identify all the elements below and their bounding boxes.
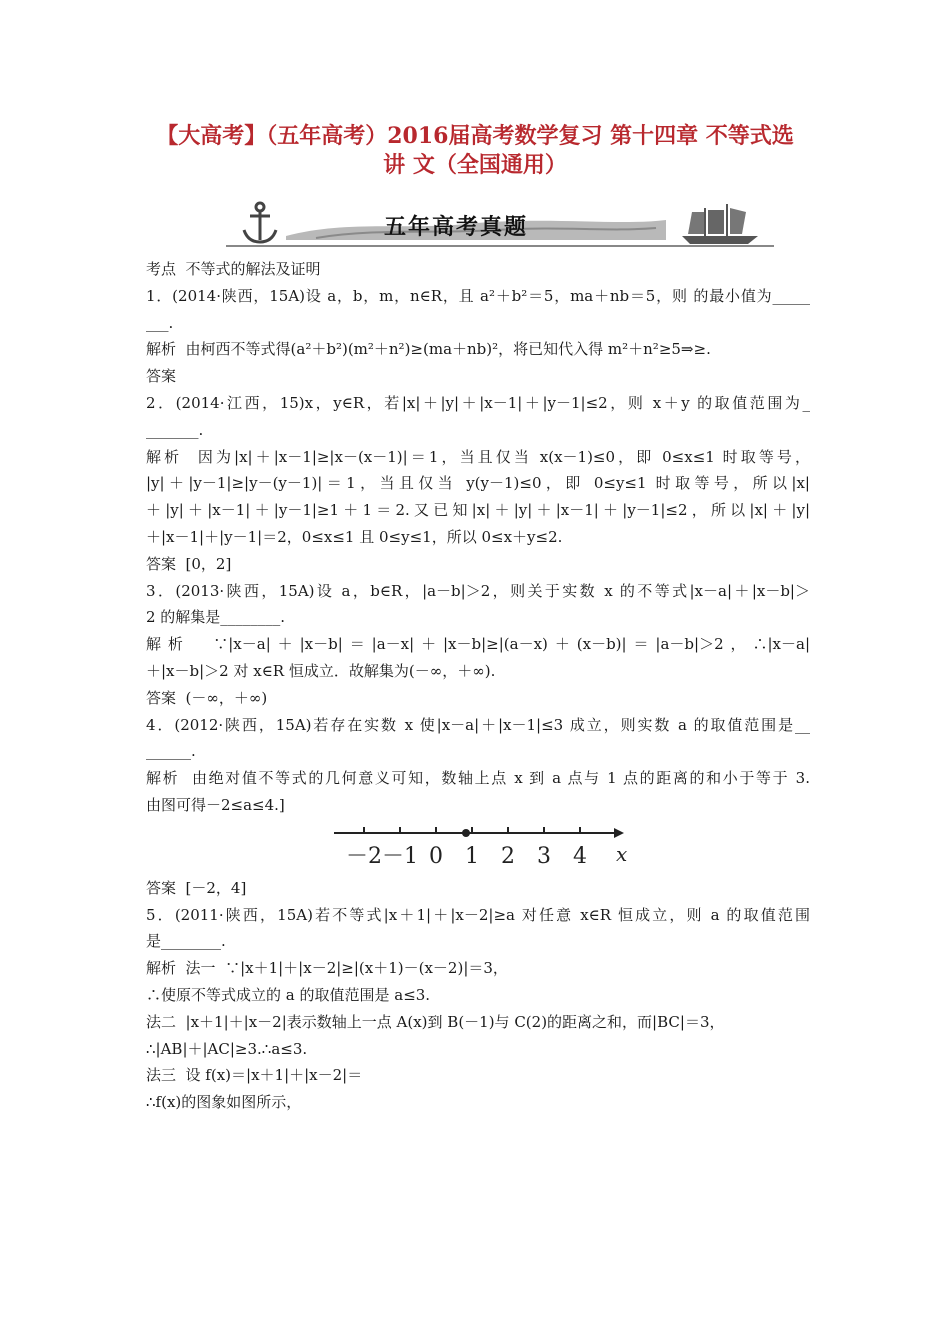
- tick-label: －2: [346, 843, 382, 869]
- tick-label: 3: [537, 843, 551, 869]
- point-marker: [462, 829, 470, 837]
- number-line-svg: [332, 825, 632, 871]
- text-line: 3．(2013·陕西，15A)设 a，b∈R，|a－b|＞2，则关于实数 x 的不等式|x－a|＋|x－b|＞: [146, 581, 810, 600]
- text-line: 解析 法一 ∵|x＋1|＋|x－2|≥|(x＋1)－(x－2)|＝3，: [146, 959, 508, 978]
- tick-label: 0: [429, 843, 443, 869]
- answer-label: 答案: [146, 367, 177, 386]
- text-line: 法三 设 f(x)＝|x＋1|＋|x－2|＝: [146, 1066, 363, 1085]
- text-line: 由图可得－2≤a≤4.]: [146, 795, 285, 814]
- banner-title: 五年高考真题: [383, 215, 528, 240]
- tick-label: 1: [465, 843, 479, 869]
- text-line: 2．(2014·江西，15)x，y∈R，若|x|＋|y|＋|x－1|＋|y－1|≤2，则 x＋y 的取值范围为_: [146, 393, 810, 412]
- text-line: 1．(2014·陕西，15A)设 a，b，m，n∈R，且 a²＋b²＝5，ma＋nb＝5，则 的最小值为_____: [146, 286, 810, 305]
- axis-label: x: [616, 841, 628, 866]
- text-line: ＋|y|＋|x－1|＋|y－1|≥1＋1＝2.又已知|x|＋|y|＋|x－1|＋|y－1|≤2，所以|x|＋|y|: [146, 501, 810, 520]
- text-line: ＋|x－b|＞2 对 x∈R 恒成立．故解集为(－∞，＋∞).: [146, 661, 496, 680]
- text-line: 解析 因为|x|＋|x－1|≥|x－(x－1)|＝1，当且仅当 x(x－1)≤0，即 0≤x≤1 时取等号，: [146, 447, 810, 466]
- text-line: ______.: [146, 742, 196, 761]
- text-line: 法二 |x＋1|＋|x－2|表示数轴上一点 A(x)到 B(－1)与 C(2)的距离之和，而|BC|＝3，: [146, 1012, 725, 1031]
- text-line: ∴|AB|＋|AC|≥3.∴a≤3.: [146, 1039, 308, 1058]
- answer-line: 答案 (－∞，＋∞): [146, 688, 268, 707]
- document-title: [120, 122, 830, 180]
- section-heading: 考点 不等式的解法及证明: [146, 260, 321, 278]
- text-line: 2 的解集是________.: [146, 608, 286, 627]
- anchor-icon: [244, 203, 276, 242]
- title-line-1: 【大高考】（五年高考）2016届高考数学复习 第十四章 不等式选: [156, 123, 794, 149]
- axis-arrow: [614, 828, 624, 838]
- text-line: 解析 由绝对值不等式的几何意义可知，数轴上点 x 到 a 点与 1 点的距离的和小于等于 3.: [146, 769, 810, 788]
- text-line: ∴f(x)的图象如图所示，: [146, 1093, 302, 1112]
- tick-label: 2: [501, 843, 515, 869]
- document-body: [146, 256, 810, 1116]
- text-line: 是________.: [146, 932, 226, 951]
- text-line: _______.: [146, 420, 204, 439]
- title-line-2: 讲 文（全国通用）: [383, 152, 567, 178]
- text-line: ∴使原不等式成立的 a 的取值范围是 a≤3.: [146, 985, 431, 1004]
- answer-line: 答案 [－2，4]: [146, 878, 247, 897]
- text-line: |y|＋|y－1|≥|y－(y－1)|＝1，当且仅当 y(y－1)≤0，即 0≤y≤1 时取等号，所以|x|: [146, 474, 810, 493]
- text-line: 解析 由柯西不等式得(a²＋b²)(m²＋n²)≥(ma＋nb)²，将已知代入得 m²＋n²≥5⇒≥.: [146, 340, 711, 359]
- number-line-figure: [146, 819, 810, 875]
- tick-label: 4: [573, 843, 587, 869]
- tick-label: －1: [382, 843, 418, 869]
- text-line: 5．(2011·陕西，15A)若不等式|x＋1|＋|x－2|≥a 对任意 x∈R 恒成立，则 a 的取值范围: [146, 905, 810, 924]
- text-line: ___.: [146, 313, 174, 332]
- text-line: 解析 ∵|x－a|＋|x－b|＝|a－x|＋|x－b|≥|(a－x)＋(x－b)|＝|a－b|＞2，∴|x－a|: [146, 635, 810, 654]
- answer-line: 答案 [0，2]: [146, 554, 232, 573]
- text-line: 4．(2012·陕西，15A)若存在实数 x 使|x－a|＋|x－1|≤3 成立，则实数 a 的取值范围是__: [146, 715, 810, 734]
- ship-icon: [682, 204, 758, 244]
- text-line: ＋|x－1|＋|y－1|＝2，0≤x≤1 且 0≤y≤1，所以 0≤x＋y≤2.: [146, 527, 563, 546]
